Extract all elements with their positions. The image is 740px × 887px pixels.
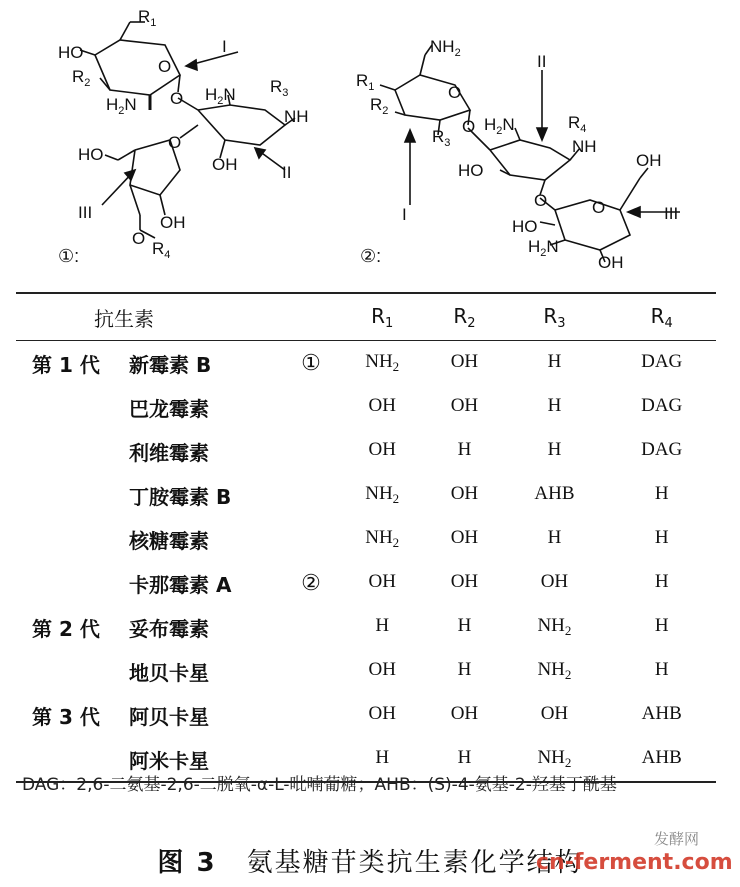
s2-oh2: OH xyxy=(598,253,624,272)
structures-svg xyxy=(0,0,740,285)
s1-r3: $R_3$ xyxy=(270,77,289,99)
s2-nh: NH xyxy=(572,137,597,156)
table-row xyxy=(16,385,716,429)
table-row xyxy=(16,693,716,737)
r4-cell: H xyxy=(654,615,669,636)
s2-ho: HO xyxy=(458,161,484,180)
s2-label-i: I xyxy=(402,205,407,224)
r1-cell: OH xyxy=(368,659,396,680)
generation-cell: 第 2 代 xyxy=(32,616,100,641)
r2-cell: OH xyxy=(450,571,479,592)
antibiotic-name: 地贝卡星 xyxy=(129,660,209,685)
table-row xyxy=(16,341,716,386)
antibiotic-name: 阿米卡星 xyxy=(128,737,285,782)
s1-ho2: HO xyxy=(78,145,104,164)
s2-r2: $R_2$ xyxy=(370,95,389,117)
header-r2: $R_2$ xyxy=(427,293,501,341)
antibiotic-name: 卡那霉素 A xyxy=(129,572,232,597)
r4-cell: AHB xyxy=(607,737,716,782)
s1-r4: $R_4$ xyxy=(152,239,171,261)
s1-label-ii: II xyxy=(282,163,292,182)
s1-o3: O xyxy=(168,133,182,152)
s1-label-iii: III xyxy=(78,203,93,222)
structure-marker xyxy=(285,429,337,473)
s1-o: O xyxy=(158,57,172,76)
r2-cell: H xyxy=(457,615,472,636)
r4-cell: H xyxy=(654,483,669,504)
s2-label-iii: III xyxy=(664,204,679,223)
structure-marker: ① xyxy=(301,350,321,375)
s1-oh: OH xyxy=(212,155,238,174)
s1-h2n-2: $H_2N$ xyxy=(205,85,236,107)
r2-cell: OH xyxy=(450,483,479,504)
figure-number: 图 3 xyxy=(157,848,217,878)
structure-2-labels xyxy=(356,37,678,272)
generation-cell: 第 3 代 xyxy=(32,704,100,729)
r1-cell: $NH_2$ xyxy=(365,351,400,374)
r1-cell: $NH_2$ xyxy=(365,483,400,506)
table-header-row xyxy=(16,293,716,341)
structure-marker xyxy=(285,385,337,429)
s2-o2: O xyxy=(462,117,476,136)
r3-cell: $NH_2$ xyxy=(537,659,572,682)
antibiotic-name: 巴龙霉素 xyxy=(129,396,209,421)
r1-cell: H xyxy=(375,615,390,636)
generation-cell xyxy=(16,385,128,429)
watermark-text: cn-ferment.com xyxy=(536,850,733,875)
antibiotic-table xyxy=(16,292,716,783)
generation-cell xyxy=(16,649,128,693)
s1-o4: O xyxy=(132,229,146,248)
r1-cell: H xyxy=(337,737,427,782)
r4-cell: H xyxy=(654,571,669,592)
header-r4: $R_4$ xyxy=(607,293,716,341)
header-r3: $R_3$ xyxy=(501,293,607,341)
r2-cell: H xyxy=(457,659,472,680)
antibiotic-name: 新霉素 B xyxy=(129,352,212,377)
s2-label-ii: II xyxy=(537,52,547,71)
r1-cell: OH xyxy=(368,571,396,592)
structure-1 xyxy=(80,22,295,238)
table-row xyxy=(16,649,716,693)
s2-o3: O xyxy=(534,191,548,210)
r3-cell: $NH_2$ xyxy=(501,737,607,782)
r4-cell: H xyxy=(654,659,669,680)
antibiotic-table-container xyxy=(16,292,716,783)
s1-o2: O xyxy=(170,89,184,108)
r3-cell: $NH_2$ xyxy=(537,615,572,638)
r2-cell: H xyxy=(427,737,501,782)
s1-nh: NH xyxy=(284,107,309,126)
figure-title: 氨基糖苷类抗生素化学结构 xyxy=(246,848,583,878)
antibiotic-name: 核糖霉素 xyxy=(129,528,209,553)
r3-cell: H xyxy=(547,395,562,416)
s1-label-i: I xyxy=(222,37,227,56)
r1-cell: $NH_2$ xyxy=(365,527,400,550)
r3-cell: OH xyxy=(540,703,569,724)
r2-cell: H xyxy=(457,439,472,460)
r2-cell: OH xyxy=(450,351,479,372)
r4-cell: DAG xyxy=(641,395,683,416)
structure-marker: ② xyxy=(301,570,321,595)
structure-marker xyxy=(285,473,337,517)
s2-h2n: $H_2N$ xyxy=(484,115,515,137)
generation-cell xyxy=(16,561,128,605)
s2-r3: $R_3$ xyxy=(432,127,451,149)
r1-cell: OH xyxy=(368,703,396,724)
structure-marker xyxy=(285,693,337,737)
r4-cell: DAG xyxy=(641,351,683,372)
r3-cell: H xyxy=(547,439,562,460)
generation-cell xyxy=(16,517,128,561)
header-antibiotic: 抗生素 xyxy=(16,293,337,341)
watermark xyxy=(536,830,736,882)
header-r1: $R_1$ xyxy=(337,293,427,341)
s1-oh3: OH xyxy=(160,213,186,232)
s2-ho2: HO xyxy=(512,217,538,236)
antibiotic-name: 利维霉素 xyxy=(129,440,209,465)
antibiotic-name: 丁胺霉素 B xyxy=(129,484,232,509)
s1-r1: $R_1$ xyxy=(138,7,157,29)
generation-cell: 第 1 代 xyxy=(32,352,100,377)
r1-cell: OH xyxy=(368,395,396,416)
structure-figures xyxy=(0,0,740,285)
watermark-badge: 发酵网 xyxy=(654,830,700,848)
r1-cell: OH xyxy=(368,439,396,460)
table-row xyxy=(16,473,716,517)
s2-oh: OH xyxy=(636,151,662,170)
table-footnote: DAG：2,6-二氨基-2,6-二脱氧-α-L-吡喃葡糖；AHB：(S)-4-氨基-2-羟基丁酰基 xyxy=(22,775,617,795)
generation-cell xyxy=(16,429,128,473)
s2-o4: O xyxy=(592,198,606,217)
r3-cell: H xyxy=(547,527,562,548)
s1-r2: $R_2$ xyxy=(72,67,91,89)
antibiotic-name: 阿贝卡星 xyxy=(129,704,209,729)
s1-h2n: $H_2N$ xyxy=(106,95,137,117)
generation-cell xyxy=(16,473,128,517)
s1-ho: HO xyxy=(58,43,84,62)
structure-marker xyxy=(285,605,337,649)
s2-r4: $R_4$ xyxy=(568,113,587,135)
table-row xyxy=(16,605,716,649)
s2-nh2: $NH_2$ xyxy=(430,37,461,59)
table-row xyxy=(16,429,716,473)
r3-cell: OH xyxy=(540,571,569,592)
s2-h2n2: $H_2N$ xyxy=(528,237,559,259)
s2-o: O xyxy=(448,83,462,102)
antibiotic-name: 妥布霉素 xyxy=(129,616,209,641)
r3-cell: AHB xyxy=(534,483,575,504)
table-row xyxy=(16,517,716,561)
r4-cell: H xyxy=(654,527,669,548)
r3-cell: H xyxy=(547,351,562,372)
r2-cell: OH xyxy=(450,395,479,416)
structure-marker xyxy=(285,649,337,693)
table-row xyxy=(16,561,716,605)
s2-r1: $R_1$ xyxy=(356,71,375,93)
r2-cell: OH xyxy=(450,527,479,548)
r4-cell: DAG xyxy=(641,439,683,460)
r4-cell: AHB xyxy=(641,703,682,724)
structure-1-marker: ①: xyxy=(58,246,80,266)
r2-cell: OH xyxy=(450,703,479,724)
structure-marker xyxy=(285,517,337,561)
structure-2-marker: ②: xyxy=(360,246,382,266)
